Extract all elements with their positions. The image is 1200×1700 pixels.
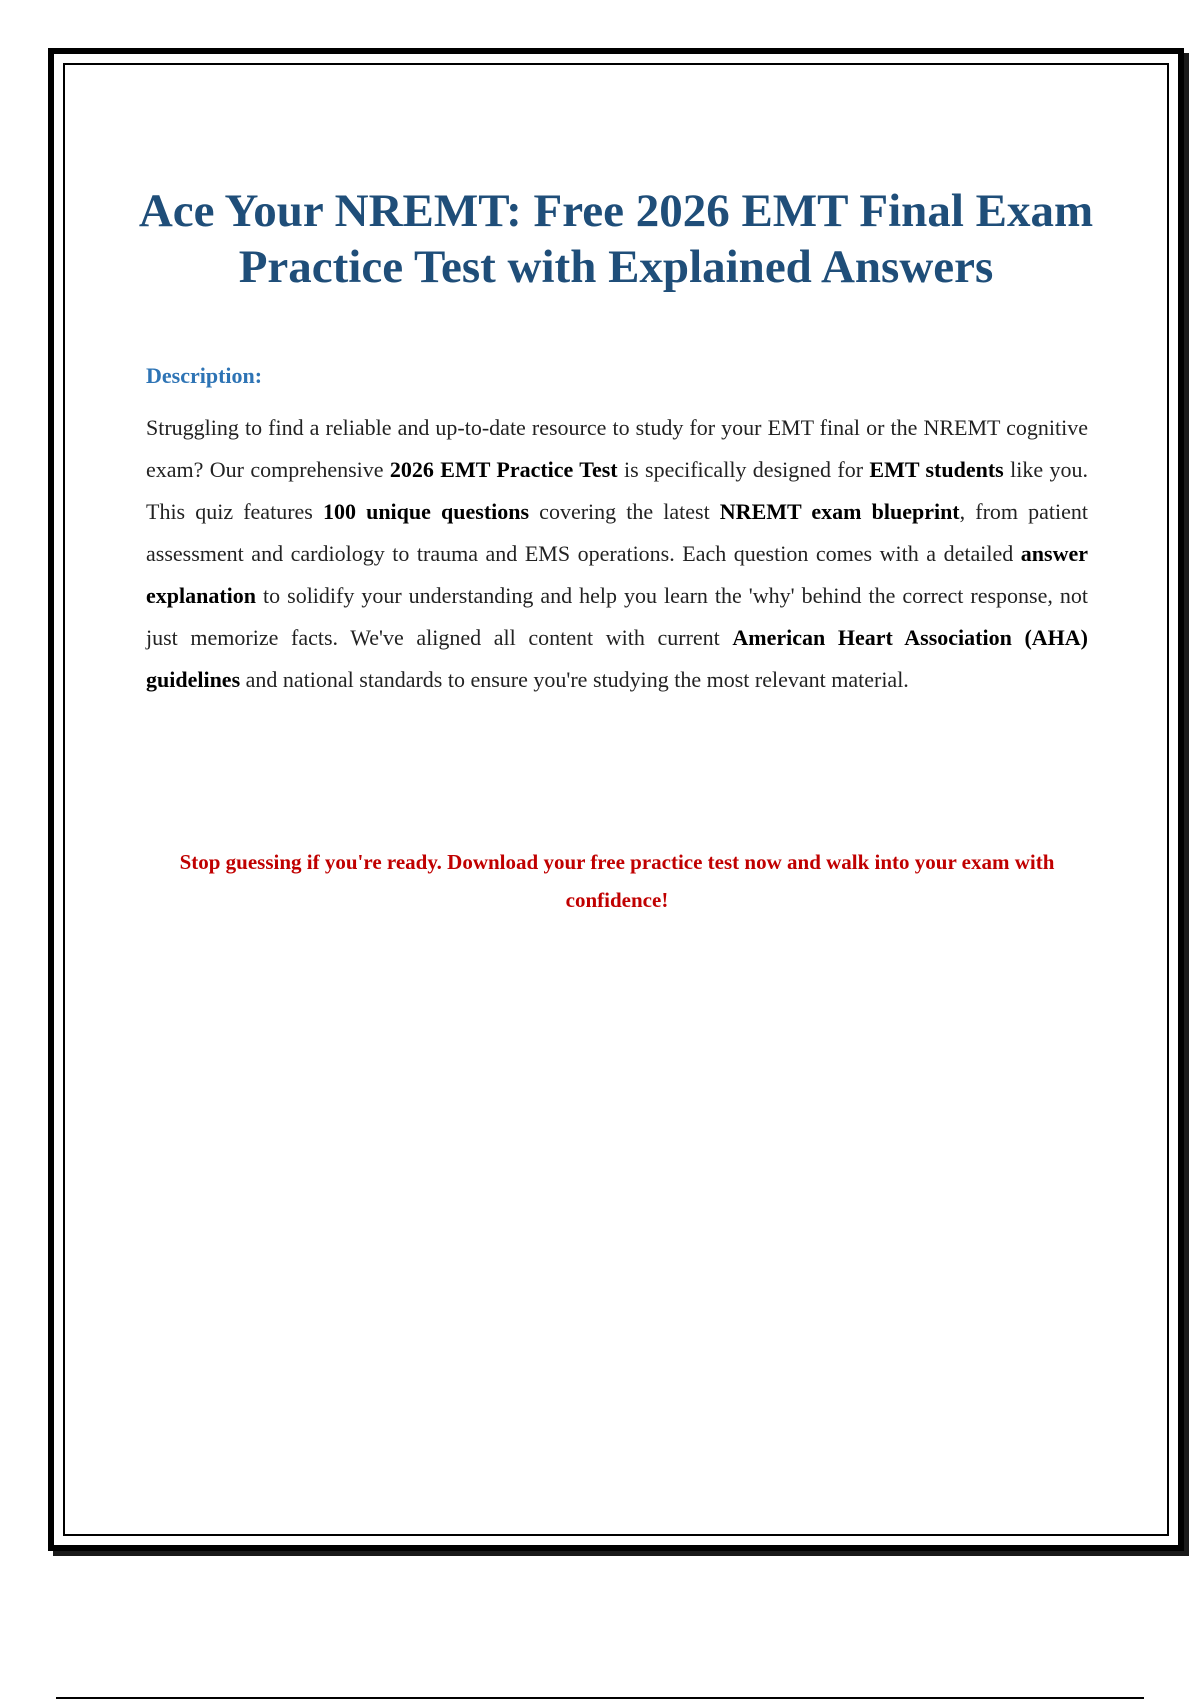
description-paragraph	[146, 407, 1088, 701]
description-text: like you. This quiz features	[146, 457, 1088, 524]
call-to-action: Stop guessing if you're ready. Download your free practice test now and walk into your exam with confidence!	[179, 850, 1055, 912]
description-emphasis: American Heart Association (AHA) guidelines	[146, 625, 1088, 692]
description-text: to solidify your understanding and help you learn the 'why' behind the correct response, not just memorize facts. We've aligned all content with current	[146, 583, 1088, 650]
description-emphasis: answer explanation	[146, 541, 1088, 608]
description-text: Struggling to find a reliable and up-to-date resource to study for your EMT final or the NREMT cognitive exam? Our comprehensive	[146, 415, 1088, 482]
description-text: covering the latest	[529, 499, 720, 524]
description-text: and national standards to ensure you're studying the most relevant material.	[240, 667, 909, 692]
description-emphasis: 2026 EMT Practice Test	[389, 457, 618, 482]
page-border-inner	[63, 63, 1169, 1536]
description-text: , from patient assessment and cardiology to trauma and EMS operations. Each question comes with a detailed	[146, 499, 1089, 566]
footer-divider	[56, 1697, 1144, 1699]
description-emphasis: 100 unique questions	[322, 499, 530, 524]
document-title: Ace Your NREMT: Free 2026 EMT Final Exam Practice Test with Explained Answers	[138, 185, 1094, 293]
description-emphasis: EMT students	[869, 457, 1004, 482]
description-label: Description:	[146, 363, 263, 388]
description-emphasis: NREMT exam blueprint	[719, 499, 960, 524]
page-border	[48, 48, 1184, 1551]
description-text: is specifically designed for	[617, 457, 870, 482]
